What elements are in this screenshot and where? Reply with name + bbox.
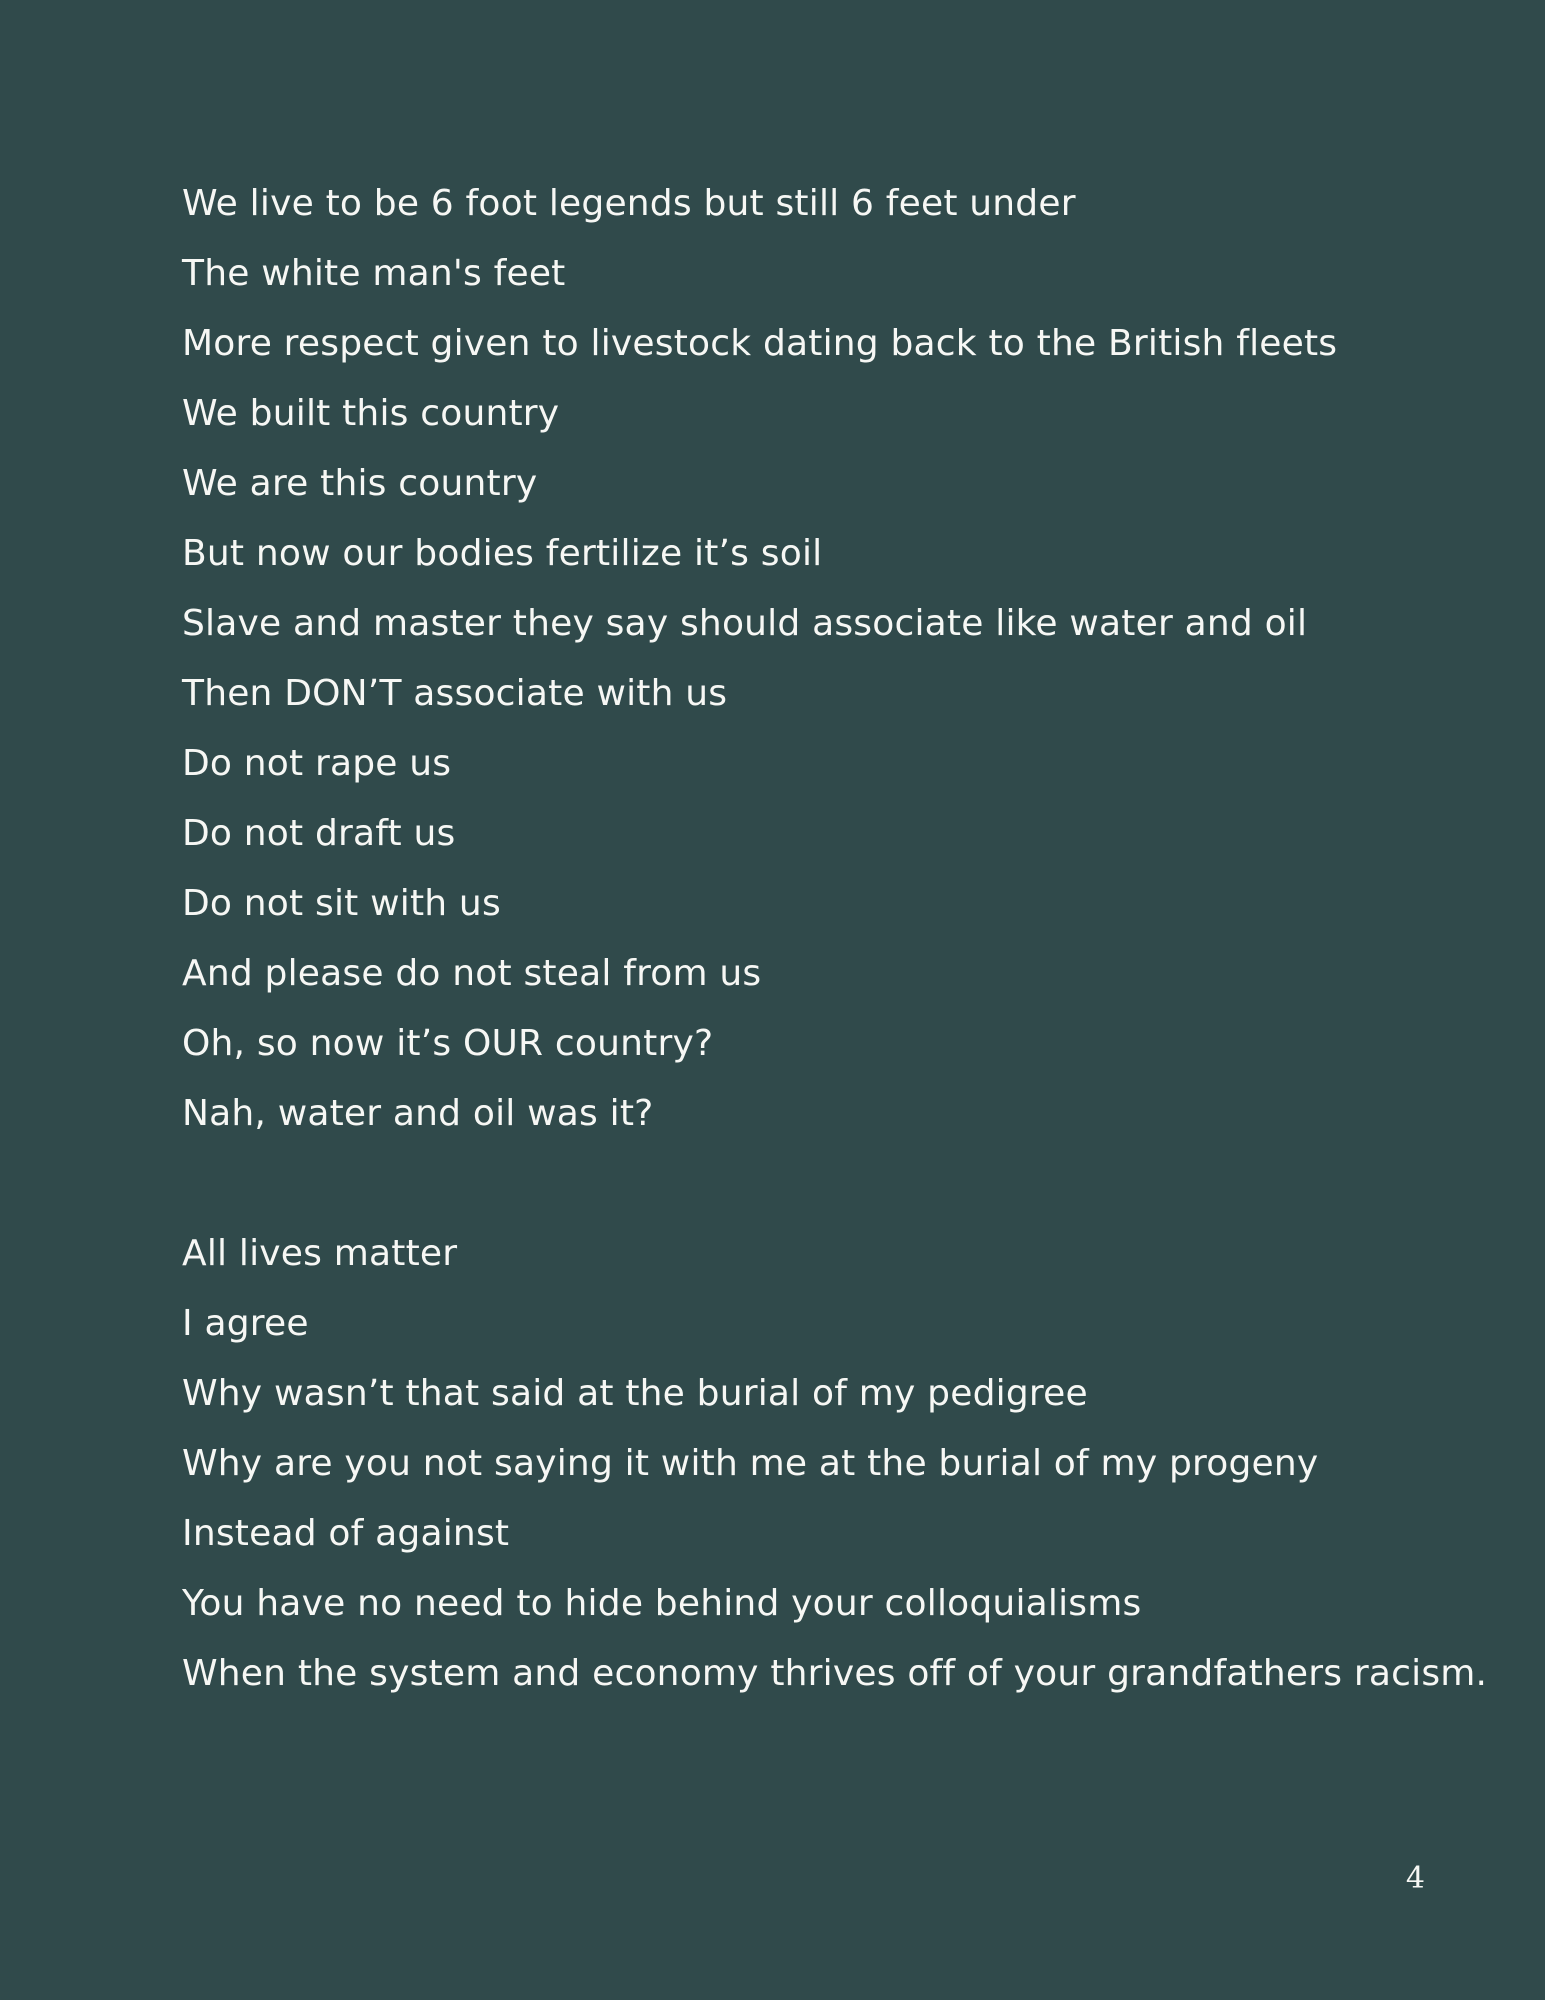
poem-line: When the system and economy thrives off of your grandfathers racism. — [182, 1653, 1488, 1694]
poem-line: We live to be 6 foot legends but still 6 feet under — [182, 183, 1076, 224]
poem-line: More respect given to livestock dating back to the British fleets — [182, 323, 1338, 364]
poem-line: Nah, water and oil was it? — [182, 1093, 654, 1134]
poem-line: We built this country — [182, 393, 560, 434]
poem-line: Do not draft us — [182, 813, 456, 854]
poem-line: But now our bodies fertilize it’s soil — [182, 533, 823, 574]
poem-line: Instead of against — [182, 1513, 510, 1554]
poem-line: You have no need to hide behind your colloquialisms — [182, 1583, 1142, 1624]
poem-line: I agree — [182, 1303, 309, 1344]
poem-line: Do not sit with us — [182, 883, 501, 924]
poem-line: Oh, so now it’s OUR country? — [182, 1023, 714, 1064]
poem-line: The white man's feet — [182, 253, 566, 294]
poem-body — [182, 175, 1488, 1715]
poem-line: All lives matter — [182, 1233, 458, 1274]
page-number: 4 — [1405, 1861, 1425, 1896]
poem-stanza — [182, 1225, 1488, 1715]
poem-line: And please do not steal from us — [182, 953, 762, 994]
poem-line: Why wasn’t that said at the burial of my pedigree — [182, 1373, 1088, 1414]
poem-line: Slave and master they say should associate like water and oil — [182, 603, 1308, 644]
poem-line: Do not rape us — [182, 743, 452, 784]
poem-stanza — [182, 175, 1482, 1155]
poem-line: Then DON’T associate with us — [182, 673, 728, 714]
poem-line: We are this country — [182, 463, 538, 504]
poem-line: Why are you not saying it with me at the burial of my progeny — [182, 1443, 1319, 1484]
